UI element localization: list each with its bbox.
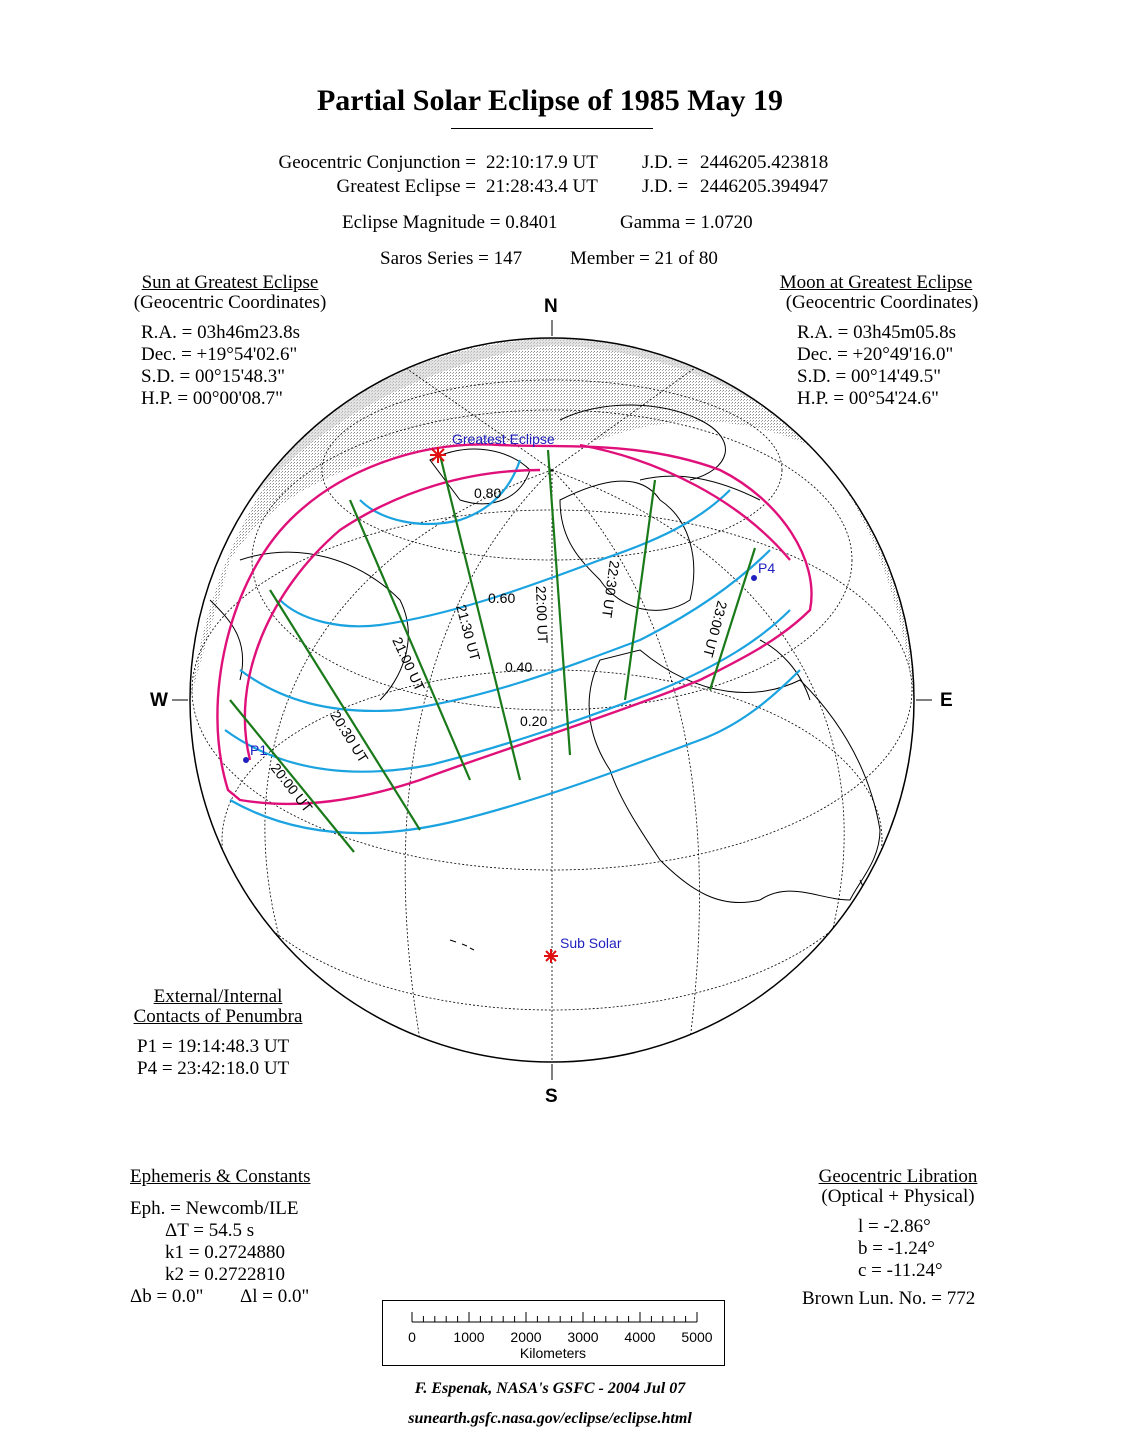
eclipse-magnitude: Eclipse Magnitude = 0.8401 xyxy=(342,212,558,233)
sun-subheading: (Geocentric Coordinates) xyxy=(133,292,327,313)
moon-hp: H.P. = 00°54'24.6" xyxy=(797,388,939,409)
gamma: Gamma = 1.0720 xyxy=(620,212,753,233)
contacts-heading-1: External/Internal xyxy=(153,986,283,1007)
distance-scale-bar xyxy=(382,1300,726,1368)
saros-series: Saros Series = 147 xyxy=(380,248,523,269)
credit-author: F. Espenak, NASA's GSFC - 2004 Jul 07 xyxy=(414,1380,686,1397)
p1-label: P1 xyxy=(250,742,268,758)
contacts-heading-2: Contacts of Penumbra xyxy=(133,1006,303,1027)
p1-point xyxy=(243,757,249,763)
ephemeris-k2: k2 = 0.2722810 xyxy=(165,1264,285,1285)
saros-member: Member = 21 of 80 xyxy=(570,248,718,269)
brown-lunation: Brown Lun. No. = 772 xyxy=(802,1288,976,1309)
magnitude-label-080: 0.80 xyxy=(474,485,502,501)
contact-p4: P4 = 23:42:18.0 UT xyxy=(137,1058,290,1079)
greatest-eclipse-star xyxy=(430,447,446,463)
greatest-jd: 2446205.394947 xyxy=(700,176,829,197)
scale-tick-label: 1000 xyxy=(453,1329,485,1345)
scale-tick-label: 0 xyxy=(408,1329,416,1345)
greatest-eclipse-label: Greatest Eclipse xyxy=(452,431,555,447)
time-label-2300: 23:00 UT xyxy=(700,599,731,659)
magnitude-label-060: 0.60 xyxy=(488,590,516,606)
page-title: Partial Solar Eclipse of 1985 May 19 xyxy=(316,84,784,117)
sun-ra: R.A. = 03h46m23.8s xyxy=(141,322,301,343)
sun-dec: Dec. = +19°54'02.6" xyxy=(141,344,298,365)
p4-label: P4 xyxy=(758,560,776,576)
scale-tick-label: 5000 xyxy=(681,1329,713,1345)
ephemeris-delta-l: Δl = 0.0" xyxy=(240,1286,310,1307)
greatest-eclipse-time: 21:28:43.4 UT xyxy=(486,176,598,197)
libration-c: c = -11.24° xyxy=(858,1260,943,1281)
compass-east: E xyxy=(940,690,953,711)
libration-heading: Geocentric Libration xyxy=(818,1166,978,1187)
conjunction-jd: 2446205.423818 xyxy=(700,152,829,173)
greatest-jd-label: J.D. = xyxy=(642,176,689,197)
compass-south: S xyxy=(545,1086,558,1107)
time-label-2030: 20:30 UT xyxy=(327,708,372,766)
time-label-2130: 21:30 UT xyxy=(453,602,484,663)
ephemeris-delta-b: Δb = 0.0" xyxy=(130,1286,204,1307)
moon-dec: Dec. = +20°49'16.0" xyxy=(797,344,954,365)
conjunction-label: Geocentric Conjunction = xyxy=(278,152,476,173)
moon-subheading: (Geocentric Coordinates) xyxy=(785,292,979,313)
time-lines xyxy=(230,450,755,852)
sun-sd: S.D. = 00°15'48.3" xyxy=(141,366,286,387)
ephemeris-eph: Eph. = Newcomb/ILE xyxy=(130,1198,299,1219)
magnitude-label-040: 0.40 xyxy=(505,659,533,675)
ephemeris-heading: Ephemeris & Constants xyxy=(130,1166,311,1187)
moon-sd: S.D. = 00°14'49.5" xyxy=(797,366,942,387)
conjunction-jd-label: J.D. = xyxy=(642,152,689,173)
compass-north: N xyxy=(544,296,558,317)
ephemeris-delta-t: ΔT = 54.5 s xyxy=(165,1220,255,1241)
moon-ra: R.A. = 03h45m05.8s xyxy=(797,322,957,343)
magnitude-label-020: 0.20 xyxy=(520,713,548,729)
compass-west: W xyxy=(150,690,168,711)
moon-heading: Moon at Greatest Eclipse xyxy=(779,272,973,293)
p4-point xyxy=(751,575,757,581)
scale-tick-label: 3000 xyxy=(567,1329,599,1345)
ephemeris-k1: k1 = 0.2724880 xyxy=(165,1242,285,1263)
time-label-2200: 22:00 UT xyxy=(533,585,552,644)
scale-tick-label: 4000 xyxy=(624,1329,656,1345)
sun-hp: H.P. = 00°00'08.7" xyxy=(141,388,283,409)
scale-tick-label: 2000 xyxy=(510,1329,542,1345)
scale-unit: Kilometers xyxy=(519,1345,587,1361)
time-label-2100: 21:00 UT xyxy=(389,634,429,694)
credit-url: sunearth.gsfc.nasa.gov/eclipse/eclipse.html xyxy=(408,1410,692,1427)
libration-l: l = -2.86° xyxy=(858,1216,931,1237)
sub-solar-star xyxy=(544,949,558,963)
greatest-eclipse-label: Greatest Eclipse = xyxy=(336,176,476,197)
sun-heading: Sun at Greatest Eclipse xyxy=(141,272,319,293)
contact-p1: P1 = 19:14:48.3 UT xyxy=(137,1036,290,1057)
time-label-2000: 20:00 UT xyxy=(267,759,316,816)
time-label-2230: 22:30 UT xyxy=(599,559,623,619)
sub-solar-label: Sub Solar xyxy=(560,935,622,951)
conjunction-time: 22:10:17.9 UT xyxy=(486,152,598,173)
libration-subheading: (Optical + Physical) xyxy=(821,1186,975,1207)
libration-b: b = -1.24° xyxy=(858,1238,935,1259)
